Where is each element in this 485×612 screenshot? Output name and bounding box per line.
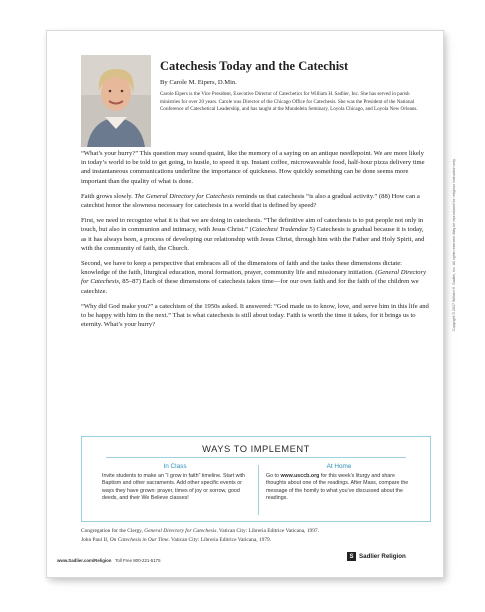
paragraph-4: Second, we have to keep a perspective that embraces all of the dimensions of faith and the tasks these dimensions dictate: knowledge of the faith, liturgical education, moral formation, prayer, community life and missionary initiation. (General Directory for Catechesis, 85–87) Each of these dimensions of catechesis takes time—for our own faith and for the faith of the children we catechize. <box>81 260 427 295</box>
ways-to-implement-box <box>81 436 431 522</box>
at-home-column <box>266 463 412 503</box>
document-page <box>46 30 456 578</box>
article-title: Catechesis Today and the Catechist <box>160 59 349 73</box>
implement-divider-line <box>106 457 406 458</box>
author-portrait <box>81 55 151 147</box>
paragraph-3: First, we need to recognize what it is that we are doing in catechesis. “The definitive aim of catechesis is to put people not only in touch, but also in communion and intimacy, with Jesus Christ.” (Catechesi Tradendae 5) Catechesis is gradual because it is today, as it has always been, a process of developing our relationship with Jesus Christ, through him with the Father and Holy Spirit, and with the community of faith, the Church. <box>81 217 425 252</box>
at-home-text: Go to www.usccb.org for this week’s liturgy and share thoughts about one of the readings. After Mass, compare the message of the homily to what you’ve discussed about the readings. <box>266 473 409 502</box>
usccb-link[interactable]: www.usccb.org <box>280 473 320 479</box>
copyright-notice: Copyright © 2017 William H. Sadlier, Inc. All rights reserved. May be reproduced for religious instruction only. <box>452 158 456 331</box>
references <box>81 527 429 545</box>
paragraph-2: Faith grows slowly. The General Directory for Catechesis reminds us that catechesis “is also a gradual activity.” (88) How can a catechist honor the slowness necessary for catechesis in a world that is defined by speed? <box>81 192 420 210</box>
brand-name: Sadlier Religion <box>359 553 406 560</box>
footer-phone: Toll Free 800-221-5175 <box>115 558 161 563</box>
footer-contact <box>57 558 161 563</box>
in-class-column <box>102 463 248 503</box>
column-divider <box>258 465 259 515</box>
sadlier-logo <box>347 552 406 561</box>
reference-2: John Paul II, On Catechesis in Our Time. Vatican City: Libreria Editrice Vaticana, 1979. <box>81 537 272 543</box>
sadlier-mark-icon: S <box>347 552 356 561</box>
author-byline: By Carole M. Eipers, D.Min. <box>160 79 237 86</box>
article-body <box>81 149 429 335</box>
paragraph-1: “What’s your hurry?” This question may sound quaint, like the memory of a saying on an antique needlepoint. We are more likely in today’s world to be told to get going, to hustle, to speed it up. Instant coffee, microwaveable food, half-hour pizza delivery time and instantaneous communications underline the importance of quickness. How quickly something can be done seems more important than the quality of what is done. <box>81 150 425 185</box>
implement-title: WAYS TO IMPLEMENT <box>202 443 310 454</box>
reference-1: Congregation for the Clergy, General Directory for Catechesis. Vatican City: Libreria Editrice Vaticana, 1997. <box>81 528 319 534</box>
footer-website[interactable]: www.Sadlier.com/Religion <box>57 558 112 563</box>
in-class-heading: In Class <box>163 463 187 470</box>
in-class-text: Invite students to make an “I grow in faith” timeline. Start with Baptism and other sacraments. Add other specific events or ways they have grown: prayer, times of joy or sorrow, good deeds, and their We Believe classes! <box>102 473 246 502</box>
paragraph-5: “Why did God make you?” a catechism of the 1950s asked. It answered: “God made us to know, love, and serve him in this life and to be happy with him in the next.” That is what catechesis is still about today. Faith is worth the time it takes, for it brings us to eternity. What’s your hurry? <box>81 302 429 329</box>
at-home-heading: At Home <box>326 463 352 470</box>
author-bio: Carole Eipers is the Vice President, Executive Director of Catechetics for William H. Sadlier, Inc. She has served in parish ministries for over 20 years. Carole was Director of the Chicago Office for Catechesis. She was the President of the National Conference of Catechetical Leadership, and has taught at the Mundelein Seminary, Loyola Chicago, and Loyola New Orleans. <box>160 91 418 113</box>
